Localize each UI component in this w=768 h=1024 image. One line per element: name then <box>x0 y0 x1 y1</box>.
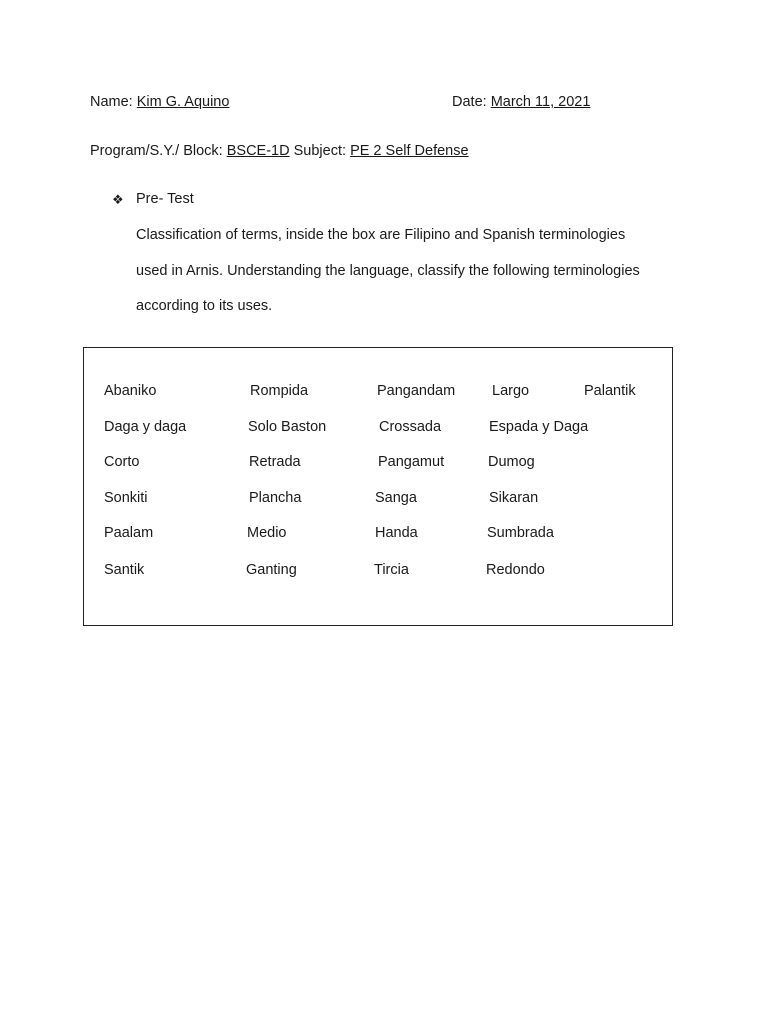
instruction-line-2: used in Arnis. Understanding the language, classify the following terminologies <box>136 263 640 279</box>
name-value: Kim G. Aquino <box>136 94 230 110</box>
term: Retrada <box>249 454 301 470</box>
program-line <box>90 143 469 159</box>
term: Sikaran <box>489 490 539 506</box>
term: Pangamut <box>378 454 445 470</box>
term: Ganting <box>246 562 297 578</box>
term: Handa <box>375 525 418 541</box>
terms-box <box>83 347 673 626</box>
term: Plancha <box>249 490 302 506</box>
term: Solo Baston <box>248 419 327 435</box>
term: Crossada <box>379 419 442 435</box>
term: Largo <box>492 383 530 399</box>
term: Medio <box>247 525 287 541</box>
term: Pangandam <box>377 383 456 399</box>
term: Paalam <box>104 525 154 541</box>
subject-label: Subject: <box>293 143 347 159</box>
term: Espada y Daga <box>489 419 589 435</box>
date-value: March 11, 2021 <box>490 94 591 110</box>
term: Corto <box>104 454 140 470</box>
name-line <box>90 94 229 110</box>
program-value: BSCE-1D <box>226 143 290 159</box>
instruction-line-1: Classification of terms, inside the box are Filipino and Spanish terminologies <box>136 227 626 243</box>
program-label: Program/S.Y./ Block: <box>90 143 223 159</box>
term: Abaniko <box>104 383 157 399</box>
bullet-icon: ❖ <box>112 192 124 207</box>
date-line <box>452 94 590 110</box>
term: Sanga <box>375 490 417 506</box>
term: Santik <box>104 562 145 578</box>
subject-value: PE 2 Self Defense <box>350 143 469 159</box>
term: Daga y daga <box>104 419 187 435</box>
term: Rompida <box>250 383 309 399</box>
section-title: Pre- Test <box>136 191 194 207</box>
term: Tircia <box>374 562 409 578</box>
term: Palantik <box>584 383 636 399</box>
date-label: Date: <box>452 94 487 110</box>
term: Sonkiti <box>104 490 148 506</box>
term: Sumbrada <box>487 525 554 541</box>
term: Dumog <box>488 454 535 470</box>
name-label: Name: <box>90 94 133 110</box>
term: Redondo <box>486 562 545 578</box>
instruction-line-3: according to its uses. <box>136 298 273 314</box>
